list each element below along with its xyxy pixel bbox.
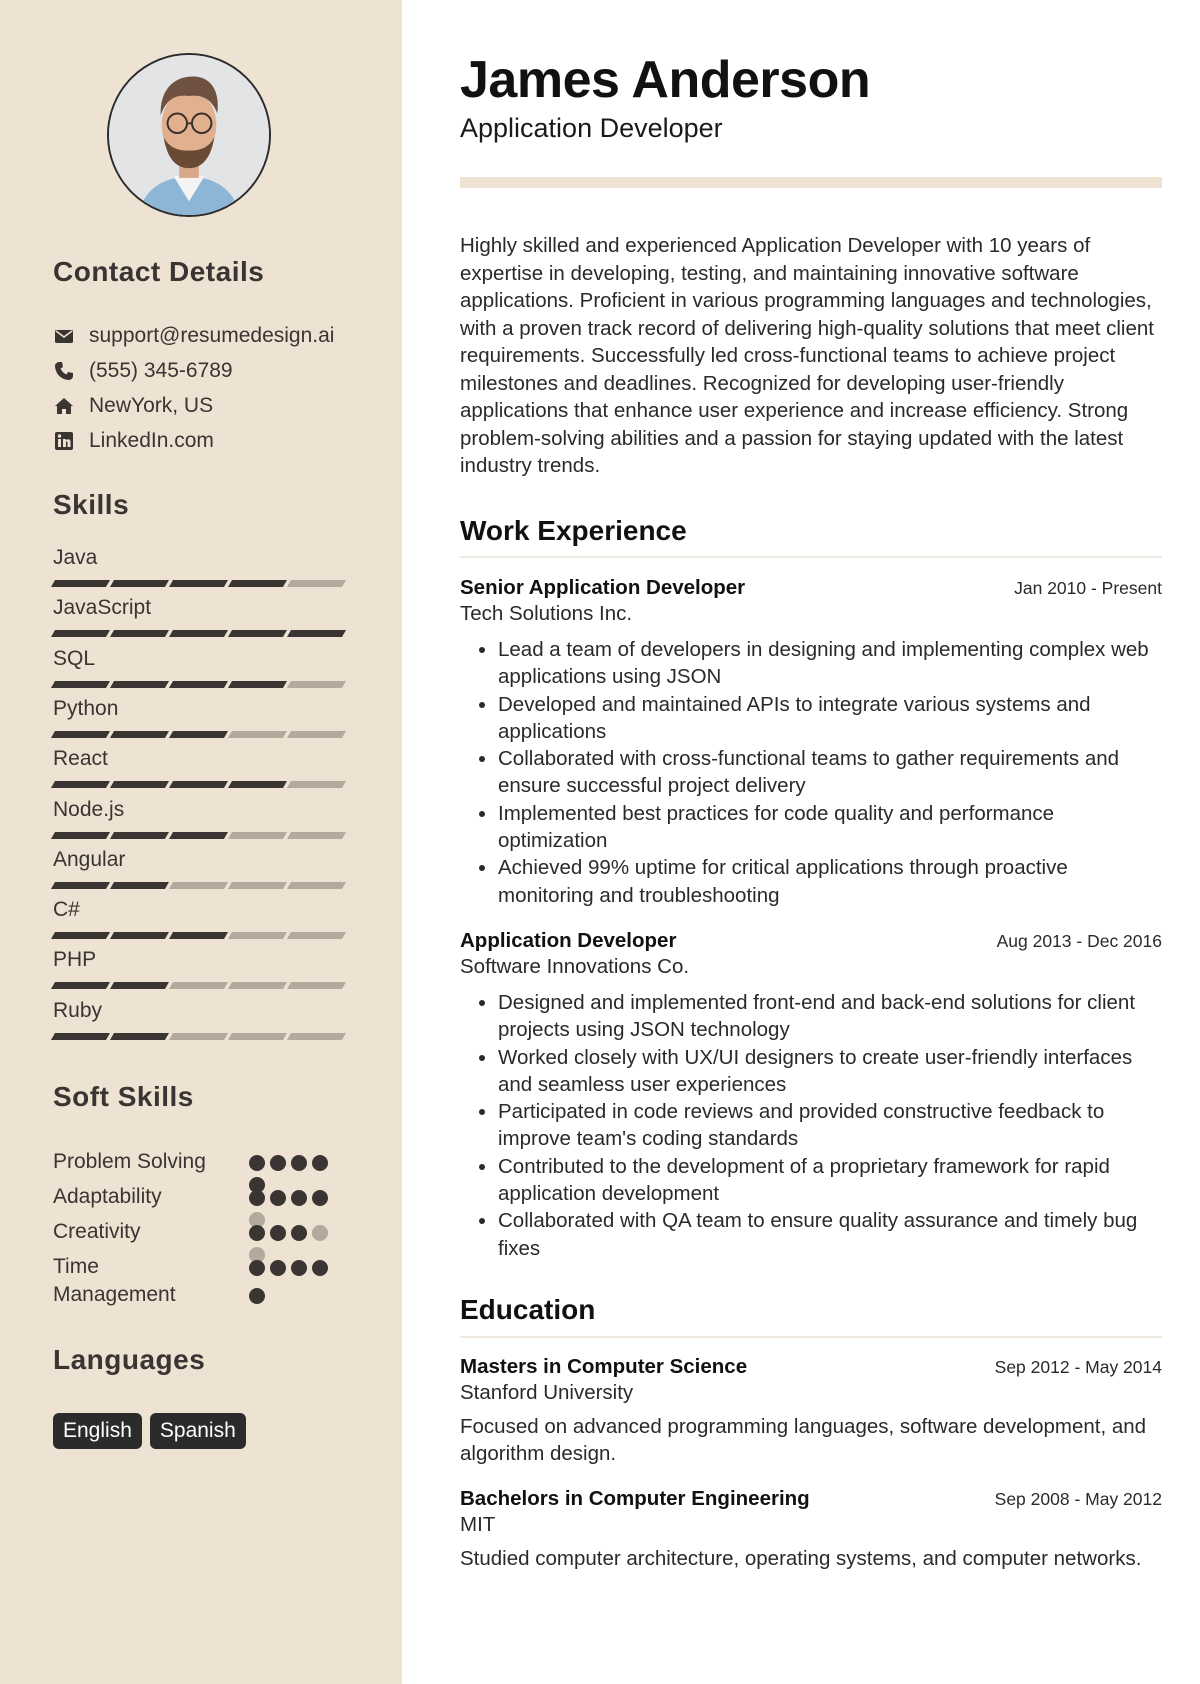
degree-dates: Sep 2008 - May 2012 [994,1489,1162,1509]
rating-segment-filled [169,932,228,939]
rating-segment-filled [51,832,110,839]
summary-text: Highly skilled and experienced Application Developer with 10 years of expertise in developing, testing, and maintaining innovative software applications. Proficient in various programming languages and technologies, with a proven track record of delivering high-quality solutions that meet client requirements. Successfully led cross-functional teams to achieve project milestones and deadlines. Recognized for developing user-friendly applications that enhance user experience and increase efficiency. Strong problem-solving abilities and a passion for staying updated with the latest industry trends. [460,234,1154,477]
rating-dot-filled [291,1155,307,1171]
skill-name: PHP [53,948,97,972]
languages-heading: Languages [53,1344,206,1375]
job-dates: Aug 2013 - Dec 2016 [996,931,1162,951]
school-name: MIT [460,1513,496,1536]
skill-item [53,545,353,587]
rating-segment-filled [169,681,228,688]
job-title: Senior Application Developer [460,576,746,599]
rating-segment-filled [110,630,169,637]
header-divider [460,177,1162,188]
job-entry [460,929,1162,1262]
rating-segment-filled [169,630,228,637]
rating-segment-filled [51,982,110,989]
rating-segment-filled [51,630,110,637]
job-bullet: • Implemented best practices for code quality and performance optimization [498,800,1162,855]
rating-dot-filled [249,1288,265,1304]
skill-item [53,797,353,839]
rating-segment-empty [169,882,228,889]
rating-segment-empty [287,580,346,587]
job-bullet: • Participated in code reviews and provided constructive feedback to improve team's coding standards [498,1098,1162,1153]
skill-item [53,595,353,637]
skills-heading: Skills [53,489,130,520]
education-divider [460,1336,1162,1338]
rating-segment-filled [110,580,169,587]
contact-location-text: NewYork, US [89,394,214,417]
skill-rating-bar [53,731,353,738]
home-icon [53,395,75,417]
job-bullet: • Collaborated with QA team to ensure quality assurance and timely bug fixes [498,1207,1162,1262]
rating-segment-empty [228,1033,287,1040]
skill-name: Node.js [53,797,125,821]
skill-rating-bar [53,932,353,939]
skill-name: Angular [53,847,126,871]
job-bullets [460,636,1162,909]
avatar-photo-icon [109,55,269,215]
job-company: Software Innovations Co. [460,955,690,978]
skill-name: Python [53,696,119,720]
skill-name: Ruby [53,998,103,1022]
degree-description: Focused on advanced programming languages, software development, and algorithm design. [460,1415,1147,1466]
skill-item [53,998,353,1040]
rating-segment-filled [169,832,228,839]
rating-dot-filled [249,1190,265,1206]
rating-segment-filled [228,630,287,637]
contact-email-text: support@resumedesign.ai [89,324,335,347]
rating-segment-filled [228,681,287,688]
skill-name: JavaScript [53,596,152,620]
rating-dot-filled [249,1225,265,1241]
degree-title: Bachelors in Computer Engineering [460,1487,810,1510]
skill-rating-bar [53,882,353,889]
job-bullet: • Designed and implemented front-end and back-end solutions for client projects using JSON technology [498,989,1162,1044]
skill-name: SQL [53,646,96,670]
rating-segment-filled [169,580,228,587]
rating-dot-filled [291,1225,307,1241]
skill-item [53,696,353,738]
degree-dates: Sep 2012 - May 2014 [994,1357,1162,1377]
soft-skill-item [53,1253,373,1309]
skill-name: C# [53,898,80,922]
soft-skill-name: Adaptability [53,1185,162,1208]
education-entry [460,1355,1162,1468]
rating-dot-filled [249,1155,265,1171]
rating-segment-empty [287,731,346,738]
rating-segment-filled [110,932,169,939]
contact-email[interactable] [53,322,334,350]
rating-segment-filled [51,731,110,738]
soft-skill-name: Problem Solving [53,1150,206,1173]
candidate-title: Application Developer [460,113,723,143]
rating-dot-filled [291,1190,307,1206]
rating-segment-filled [110,781,169,788]
rating-segment-filled [169,781,228,788]
rating-dot-filled [249,1260,265,1276]
rating-segment-empty [287,882,346,889]
job-bullet: • Achieved 99% uptime for critical applications through proactive monitoring and troubleshooting [498,854,1162,909]
language-badge: Spanish [150,1413,246,1449]
rating-dot-filled [270,1155,286,1171]
rating-segment-empty [169,982,228,989]
rating-segment-filled [51,681,110,688]
rating-segment-filled [51,781,110,788]
job-bullet: • Contributed to the development of a proprietary framework for rapid application development [498,1153,1162,1208]
contact-linkedin[interactable] [53,427,214,455]
job-dates: Jan 2010 - Present [1014,578,1162,598]
job-bullets [460,989,1162,1262]
rating-dot-filled [270,1260,286,1276]
rating-segment-empty [287,932,346,939]
rating-segment-filled [287,630,346,637]
rating-segment-empty [228,731,287,738]
rating-segment-empty [228,932,287,939]
rating-segment-filled [110,882,169,889]
contact-linkedin-text: LinkedIn.com [89,429,214,452]
job-bullet: • Developed and maintained APIs to integrate various systems and applications [498,691,1162,746]
envelope-icon [53,325,75,347]
soft-skills-heading: Soft Skills [53,1081,194,1112]
job-entry [460,576,1162,909]
rating-segment-filled [51,932,110,939]
rating-dot-filled [312,1260,328,1276]
rating-segment-empty [287,982,346,989]
school-name: Stanford University [460,1381,634,1404]
rating-dot-filled [312,1190,328,1206]
rating-dot-filled [270,1225,286,1241]
soft-skill-rating-dots [249,1253,339,1309]
rating-segment-empty [287,1033,346,1040]
rating-segment-filled [110,832,169,839]
rating-segment-filled [110,731,169,738]
rating-segment-empty [169,1033,228,1040]
education-entry [460,1487,1162,1572]
skill-rating-bar [53,832,353,839]
sidebar [0,0,402,1684]
skill-item [53,897,353,939]
contact-phone[interactable] [53,357,233,385]
rating-segment-filled [51,580,110,587]
rating-segment-empty [228,882,287,889]
degree-title: Masters in Computer Science [460,1355,748,1378]
job-bullet: • Lead a team of developers in designing and implementing complex web applications using JSON [498,636,1162,691]
degree-description: Studied computer architecture, operating systems, and computer networks. [460,1547,1142,1570]
rating-segment-filled [110,982,169,989]
skill-rating-bar [53,681,353,688]
soft-skill-name: Time Management [53,1255,176,1306]
work-heading: Work Experience [460,515,687,546]
contact-location [53,392,213,420]
rating-segment-filled [51,882,110,889]
skill-item [53,746,353,788]
rating-segment-filled [110,681,169,688]
work-divider [460,556,1162,558]
job-bullet: • Worked closely with UX/UI designers to create user-friendly interfaces and seamless user experiences [498,1044,1162,1099]
job-company: Tech Solutions Inc. [460,602,633,625]
soft-skill-name: Creativity [53,1220,141,1243]
rating-dot-filled [270,1190,286,1206]
rating-segment-empty [287,832,346,839]
rating-segment-filled [169,731,228,738]
rating-segment-empty [287,781,346,788]
skill-rating-bar [53,982,353,989]
main-content [460,0,1162,1684]
rating-segment-filled [228,580,287,587]
rating-segment-filled [51,1033,110,1040]
job-title: Application Developer [460,929,677,952]
education-heading: Education [460,1294,596,1325]
language-badge: English [53,1413,142,1449]
contact-phone-text: (555) 345-6789 [89,359,233,382]
skill-name: React [53,747,108,771]
skill-item [53,947,353,989]
skill-rating-bar [53,580,353,587]
skill-item [53,646,353,688]
rating-segment-empty [228,832,287,839]
skill-rating-bar [53,1033,353,1040]
skill-name: Java [53,546,98,569]
rating-segment-empty [228,982,287,989]
rating-dot-empty [312,1225,328,1241]
rating-dot-filled [312,1155,328,1171]
job-bullet: • Collaborated with cross-functional teams to gather requirements and ensure successful project delivery [498,745,1162,800]
languages-list [53,1413,246,1449]
rating-segment-empty [287,681,346,688]
rating-segment-filled [110,1033,169,1040]
avatar [107,53,271,217]
linkedin-icon [53,430,75,452]
skill-rating-bar [53,630,353,637]
candidate-name: James Anderson [460,51,871,109]
rating-segment-filled [228,781,287,788]
contact-heading: Contact Details [53,256,265,287]
rating-dot-filled [291,1260,307,1276]
skill-item [53,847,353,889]
phone-icon [53,360,75,382]
skill-rating-bar [53,781,353,788]
